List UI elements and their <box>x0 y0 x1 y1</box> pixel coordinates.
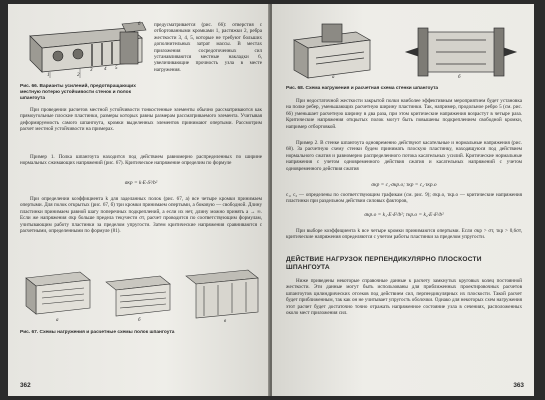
fig66-label-1: 1 <box>47 73 50 78</box>
fig67-label-c: в <box>224 319 227 324</box>
left-para-1: При проведении расчетов местной устойчивости тонкостенные элементы обычно рассматриваются как прямоугольные плоские пластинки, размеры которых равны размерам рассматриваемого элемента. Учитывая деформируемость самого шпангоута, кромки выделенных элементов принимают опертыми. Рассмотрим расчет местной устойчивости на примерах. <box>20 107 262 133</box>
fig68-caption: Рис. 68. Схема нагружения и расчетная схема стенки шпангоута <box>286 86 439 91</box>
fig66-label-6: 6 <box>138 22 141 27</box>
page-number-left: 362 <box>20 382 31 389</box>
fig68-label-a: а <box>332 75 335 80</box>
figure-66 <box>20 22 150 80</box>
formula-2: σкр = c₁·σкр.о; τкр = c₂·τкр.о <box>371 182 437 188</box>
right-page <box>272 4 534 396</box>
fig67-label-b: б <box>138 318 141 323</box>
right-para-1: При недостаточной жесткости закрытой полки наиболее эффективным мероприятием будет установка на полке ребер, уменьшающих расчетную ширину пластинки. Так, например, продольное ребро 5 (см. рис. 66) уменьшает расчетную ширину в два раза, при этом критические напряжения возрастут в четыре раза. Критические напряжения открытых полок могут быть повышены подкреплением свободной кромки, например отбортовкой. <box>286 98 522 130</box>
right-para-4: При выборе коэффициента k все четыре кромки принимаются опертыми. Если σкр > σт, τкр > 0,6σт, критические напряжения определяются с учетом работы пластинки за пределом упругости. <box>286 228 522 241</box>
left-right-column-text: предусматривается (рис. 66): отверстия с отбортованными кромками 1, растяжки 2, ребра жесткости 3, 4, 5, которые не требуют больших дополнительных затрат массы. В местах приложения сосредоточенных сил устанавливаются местные накладки 6, увеличивающие прочность узла в месте нагружения. <box>154 22 262 73</box>
example-2: Пример 2. В стенке шпангоута одновременно действуют касательные и нормальные напряжения (рис. 68). За расчетную схему стенки будем принимать плоскую пластинку, находящуюся под действием нормального сжатия и равномерно распределенного потока касательных усилий. Критические нормальные напряжения с учетом одновременного действия сжатия и касательных напряжений с учетом одновременного действия сжатия <box>286 140 522 172</box>
formula-1: σкр = k·E·δ²/b² <box>124 180 158 186</box>
left-para-2: При определении коэффициента k для заделанных полок (рис. 67, а) все четыре кромки принимаем опертыми. Для полок открытых (рис. 67, б) три кромки принимаем опертыми, а боковую — свободной. Длину пластинки принимаем равной шагу поперечных подкреплений, а если их нет, длину можно принять a → ∞. Если же напряжения σкр больше предела текучести σт, расчет проводится по соответствующим формулам, учитывающим работу пластинки за пределом упругости. Затем критические напряжения сравниваются с расчетными, определенными по формуле (81). <box>20 196 262 235</box>
figure-67 <box>20 262 262 326</box>
fig68-label-b: б <box>458 75 461 80</box>
fig67-label-a: а <box>56 318 59 323</box>
fig66-label-3: 3 <box>90 68 93 73</box>
fig66-label-4: 4 <box>104 67 107 72</box>
right-para-3: c₁, c₂ — определены по соответствующим графикам (см. рис. 9); σкр.о, τкр.о — критические напряжения пластинки при раздельном действии силовых факторов, <box>286 192 522 205</box>
example-1: Пример 1. Полка шпангоута находится под действием равномерно распределенных по ширине нормальных сжимающих напряжений (рис. 67). Критическое напряжение определим по формуле <box>20 154 262 167</box>
page-number-right: 363 <box>513 382 524 389</box>
figure-68 <box>286 18 522 82</box>
fig66-label-2: 2 <box>77 73 80 78</box>
left-page <box>8 4 270 396</box>
fig66-label-5: 5 <box>115 66 118 71</box>
right-para-5: Ниже приведены некоторые справочные данные к расчету замкнутых круговых колец постоянной жесткости. Эти данные могут быть использованы для приближенных проектировочных расчетов шпангоутов цилиндрических отсеков под действием сил, перпендикулярных их плоскости. Такой расчет будет приближенным, так как он не учитывает упругость оболочки. Однако для некоторых схем нагружения этот расчет будет достаточно точно отражать напряженное состояние узла в сечениях, расположенных около мест приложения сил. <box>286 278 522 317</box>
section-heading: ДЕЙСТВИЕ НАГРУЗОК ПЕРПЕНДИКУЛЯРНО ПЛОСКОСТИ ШПАНГОУТА <box>286 256 482 271</box>
formula-3: σкр.о = k₁·E·δ²/b²; τкр.о = k₂·E·δ²/b² <box>364 212 444 218</box>
fig66-caption: Рис. 66. Варианты усилений, предотвращающих местную потерю устойчивости стенок и полок шпангоута <box>20 84 136 101</box>
fig67-caption: Рис. 67. Схемы нагружения и расчетные схемы полок шпангоута <box>20 330 175 335</box>
